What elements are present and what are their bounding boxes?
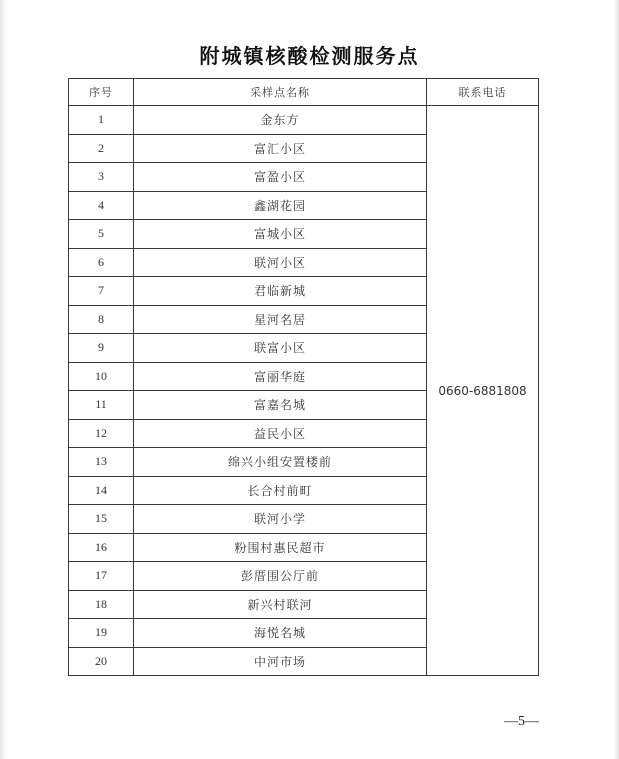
site-name: 中河市场 xyxy=(134,647,427,676)
row-number: 7 xyxy=(69,277,134,306)
row-number: 16 xyxy=(69,533,134,562)
row-number: 4 xyxy=(69,191,134,220)
row-number: 10 xyxy=(69,362,134,391)
row-number: 18 xyxy=(69,590,134,619)
site-name: 彭厝围公厅前 xyxy=(134,562,427,591)
row-number: 14 xyxy=(69,476,134,505)
header-no: 序号 xyxy=(69,79,134,106)
contact-phone: 0660-6881808 xyxy=(427,106,539,676)
site-name: 粉围村惠民超市 xyxy=(134,533,427,562)
site-name: 海悦名城 xyxy=(134,619,427,648)
site-name: 联富小区 xyxy=(134,334,427,363)
site-name: 星河名居 xyxy=(134,305,427,334)
row-number: 15 xyxy=(69,505,134,534)
site-name: 富城小区 xyxy=(134,220,427,249)
row-number: 2 xyxy=(69,134,134,163)
table-header-row xyxy=(69,79,539,106)
page-edge-left xyxy=(0,0,6,759)
page-edge-right xyxy=(613,0,619,759)
row-number: 13 xyxy=(69,448,134,477)
site-name: 君临新城 xyxy=(134,277,427,306)
row-number: 19 xyxy=(69,619,134,648)
site-name: 长合村前町 xyxy=(134,476,427,505)
site-name: 金东方 xyxy=(134,106,427,135)
row-number: 12 xyxy=(69,419,134,448)
site-name: 益民小区 xyxy=(134,419,427,448)
row-number: 3 xyxy=(69,163,134,192)
row-number: 6 xyxy=(69,248,134,277)
site-name: 富汇小区 xyxy=(134,134,427,163)
header-site: 采样点名称 xyxy=(134,79,427,106)
row-number: 9 xyxy=(69,334,134,363)
testing-sites-table xyxy=(68,78,539,676)
row-number: 8 xyxy=(69,305,134,334)
site-name: 联河小学 xyxy=(134,505,427,534)
site-name: 联河小区 xyxy=(134,248,427,277)
site-name: 富嘉名城 xyxy=(134,391,427,420)
row-number: 20 xyxy=(69,647,134,676)
site-name: 富盈小区 xyxy=(134,163,427,192)
document-title: 附城镇核酸检测服务点 xyxy=(199,44,420,68)
site-name: 绵兴小组安置楼前 xyxy=(134,448,427,477)
row-number: 5 xyxy=(69,220,134,249)
header-phone: 联系电话 xyxy=(427,79,539,106)
site-name: 鑫湖花园 xyxy=(134,191,427,220)
row-number: 17 xyxy=(69,562,134,591)
site-name: 新兴村联河 xyxy=(134,590,427,619)
row-number: 1 xyxy=(69,106,134,135)
row-number: 11 xyxy=(69,391,134,420)
table-row xyxy=(69,106,539,135)
page-number: —5— xyxy=(504,714,539,729)
site-name: 富丽华庭 xyxy=(134,362,427,391)
